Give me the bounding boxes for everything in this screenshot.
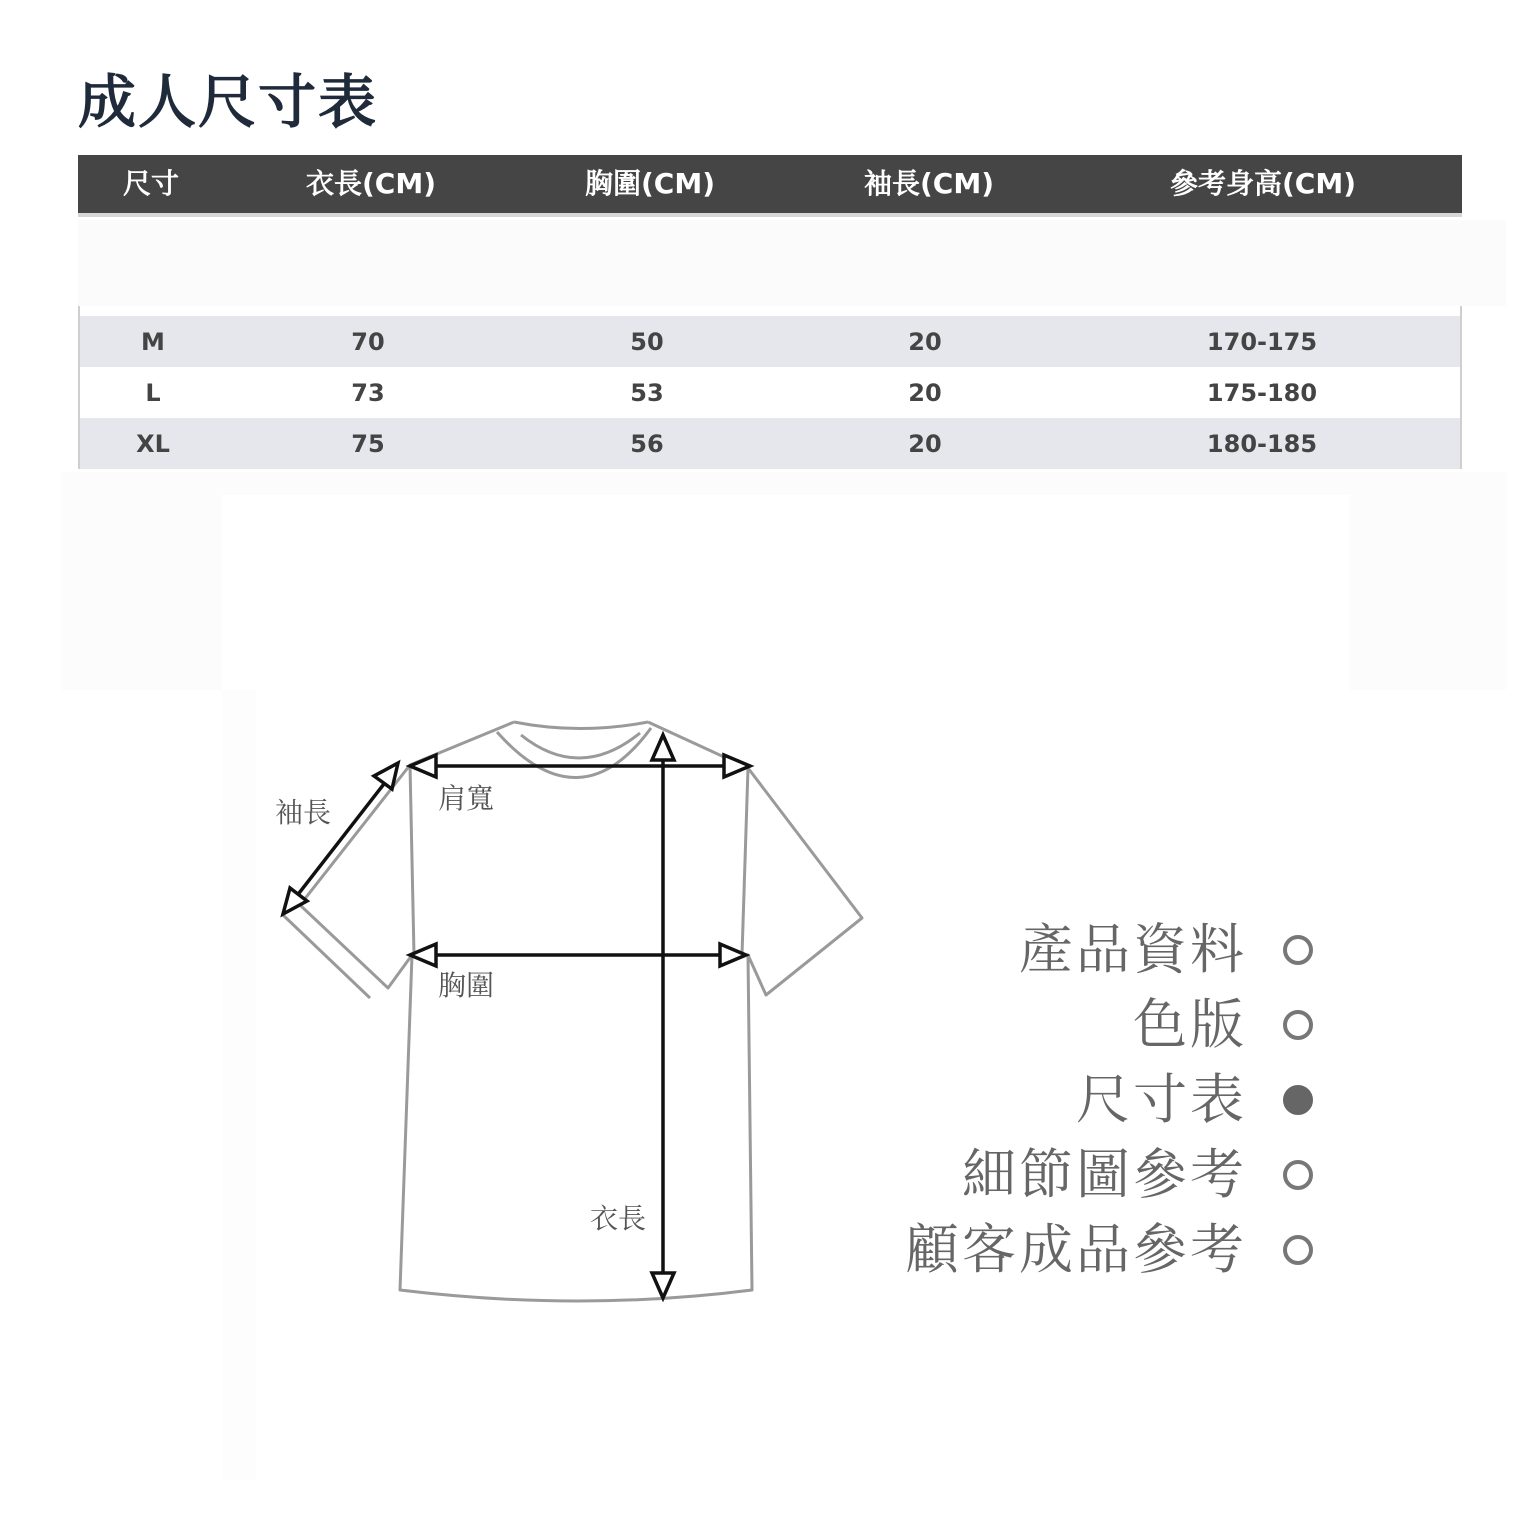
nav-item-detail-photos[interactable] (813, 1137, 1313, 1212)
nav-dot-active-icon (1283, 1085, 1313, 1115)
length-arrow-top (652, 735, 674, 760)
section-nav (813, 912, 1313, 1287)
header-size: 尺寸 (123, 167, 180, 200)
shoulder-arrow-right (724, 755, 750, 777)
cell-height: 175-180 (1206, 378, 1318, 407)
cell-sleeve: 20 (908, 378, 942, 407)
size-table (78, 155, 1462, 217)
table-row (80, 367, 1460, 418)
header-length: 衣長(CM) (306, 167, 437, 200)
nav-item-label: 細節圖參考 (962, 1143, 1247, 1206)
table-body (78, 306, 1462, 469)
cell-size: XL (136, 429, 170, 458)
background-panel (222, 495, 1350, 690)
header-chest: 胸圍(CM) (585, 167, 716, 200)
header-sleeve: 袖長(CM) (864, 167, 995, 200)
cell-size: M (141, 327, 165, 356)
cell-length: 73 (351, 378, 385, 407)
sleeve-length-label: 袖長 (275, 796, 332, 829)
tshirt-outline (300, 722, 862, 1301)
cell-sleeve: 20 (908, 327, 942, 356)
tshirt-right-sleeve-seam (742, 768, 748, 955)
cell-chest: 50 (630, 327, 664, 356)
nav-item-product-info[interactable] (813, 912, 1313, 987)
cell-length: 75 (351, 429, 385, 458)
header-height: 參考身高(CM) (1170, 167, 1357, 200)
nav-dot-icon (1283, 1235, 1313, 1265)
nav-item-label: 色版 (1133, 993, 1247, 1056)
tshirt-collar-outer (514, 722, 648, 729)
tshirt-collar-inner (497, 728, 651, 778)
shoulder-width-label: 肩寬 (438, 782, 495, 815)
tshirt-collar-rib (521, 733, 640, 758)
nav-dot-icon (1283, 1160, 1313, 1190)
nav-dot-icon (1283, 935, 1313, 965)
nav-item-label: 顧客成品參考 (905, 1218, 1247, 1281)
nav-dot-icon (1283, 1010, 1313, 1040)
table-spacer (78, 220, 1506, 306)
cell-chest: 53 (630, 378, 664, 407)
nav-item-customer-photos[interactable] (813, 1212, 1313, 1287)
cell-size: L (145, 378, 161, 407)
nav-item-colors[interactable] (813, 987, 1313, 1062)
cell-height: 180-185 (1206, 429, 1318, 458)
tshirt-left-sleeve-seam (410, 765, 414, 955)
tshirt-diagram (0, 680, 900, 1360)
table-row (80, 316, 1460, 367)
nav-item-label: 產品資料 (1019, 918, 1247, 981)
table-header (78, 155, 1462, 217)
sleeve-arrow-top (374, 763, 398, 789)
cell-length: 70 (351, 327, 385, 356)
table-row (80, 418, 1460, 469)
nav-item-label: 尺寸表 (1076, 1068, 1247, 1131)
length-label: 衣長 (590, 1202, 647, 1235)
cell-chest: 56 (630, 429, 664, 458)
chest-label: 胸圍 (438, 969, 495, 1002)
length-arrow-bottom (652, 1273, 674, 1298)
tshirt-left-cuff (283, 915, 370, 998)
page-title: 成人尺寸表 (78, 68, 379, 136)
cell-sleeve: 20 (908, 429, 942, 458)
nav-item-size-chart[interactable] (813, 1062, 1313, 1137)
cell-height: 170-175 (1206, 327, 1318, 356)
